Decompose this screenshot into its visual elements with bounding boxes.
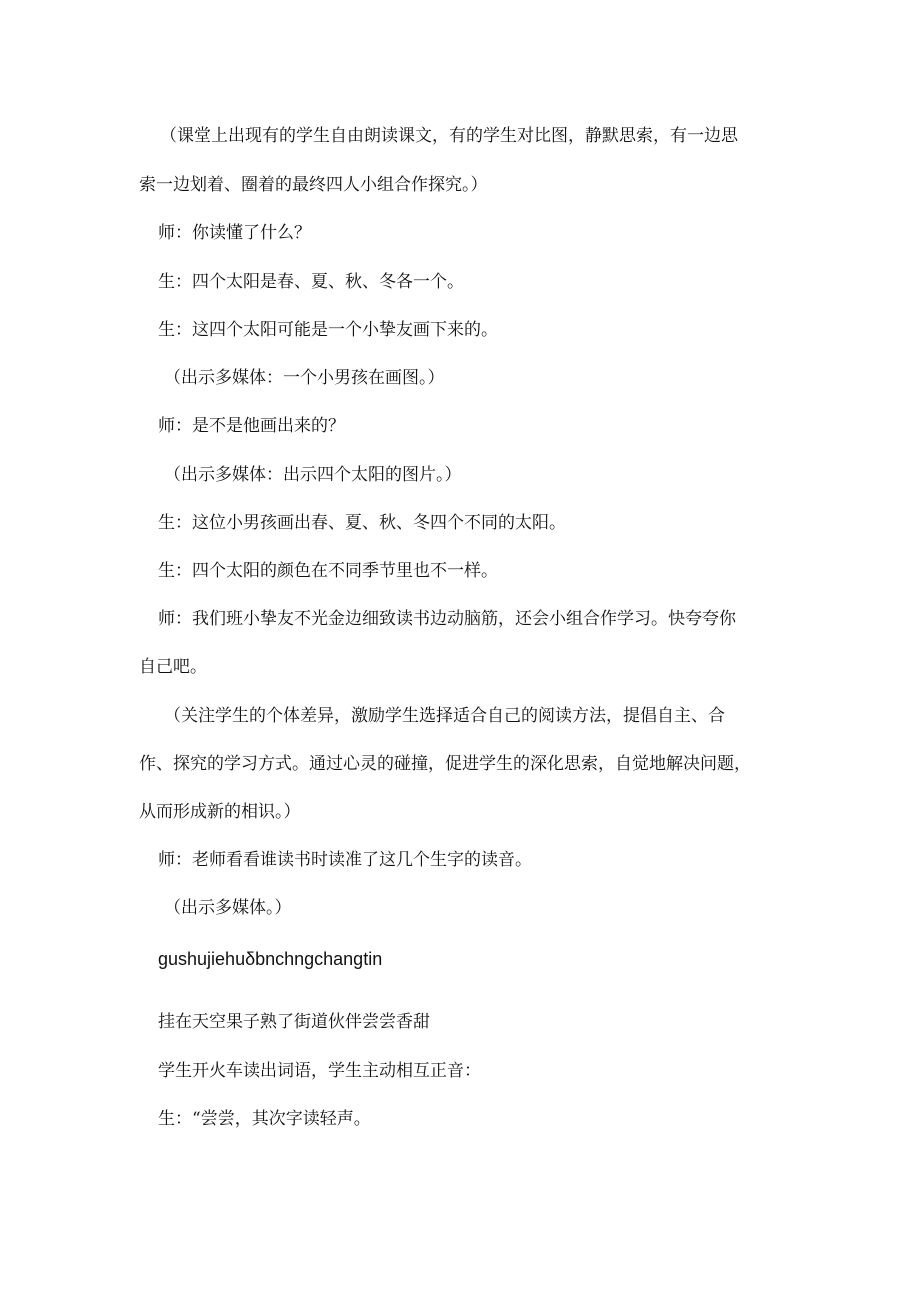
paragraph-line: （课堂上出现有的学生自由朗读课文，有的学生对比图，静默思索，有一边思 bbox=[160, 126, 738, 146]
paragraph-line: 学生开火车读出词语，学生主动相互正音： bbox=[158, 1061, 481, 1081]
stage-note-line-continued: 作、探究的学习方式。通过心灵的碰撞，促进学生的深化思索，自觉地解决问题， bbox=[139, 754, 751, 774]
dialogue-line: 师：是不是他画出来的？ bbox=[158, 416, 345, 436]
dialogue-line: 生：这四个太阳可能是一个小挚友画下来的。 bbox=[158, 320, 498, 340]
pinyin-line: gushujiehuδbnchngchangtin bbox=[158, 949, 383, 969]
dialogue-line: 师：老师看看谁读书时读准了这几个生字的读音。 bbox=[158, 850, 532, 870]
paragraph-line: 索一边划着、圈着的最终四人小组合作探究。） bbox=[139, 175, 488, 195]
dialogue-line: 师：我们班小挚友不光金边细致读书边动脑筋，还会小组合作学习。快夸夸你 bbox=[158, 609, 736, 629]
stage-note-line: （关注学生的个体差异，激励学生选择适合自己的阅读方法，提倡自主、合 bbox=[164, 706, 725, 726]
dialogue-line: 生：“尝尝，其次字读轻声。 bbox=[158, 1109, 371, 1129]
stage-note-line: （出示多媒体：一个小男孩在画图。） bbox=[164, 368, 445, 388]
stage-note-line: （出示多媒体。） bbox=[164, 898, 292, 918]
stage-note-line-continued: 从而形成新的相识。） bbox=[139, 802, 301, 822]
dialogue-line: 生：四个太阳的颜色在不同季节里也不一样。 bbox=[158, 561, 498, 581]
dialogue-line: 生：这位小男孩画出春、夏、秋、冬四个不同的太阳。 bbox=[158, 513, 566, 533]
stage-note-line: （出示多媒体：出示四个太阳的图片。） bbox=[164, 465, 462, 485]
dialogue-line-continued: 自己吧。 bbox=[139, 657, 207, 677]
vocabulary-line: 挂在天空果子熟了街道伙伴尝尝香甜 bbox=[158, 1012, 430, 1032]
dialogue-line: 生：四个太阳是春、夏、秋、冬各一个。 bbox=[158, 272, 464, 292]
dialogue-line: 师：你读懂了什么？ bbox=[158, 223, 311, 243]
